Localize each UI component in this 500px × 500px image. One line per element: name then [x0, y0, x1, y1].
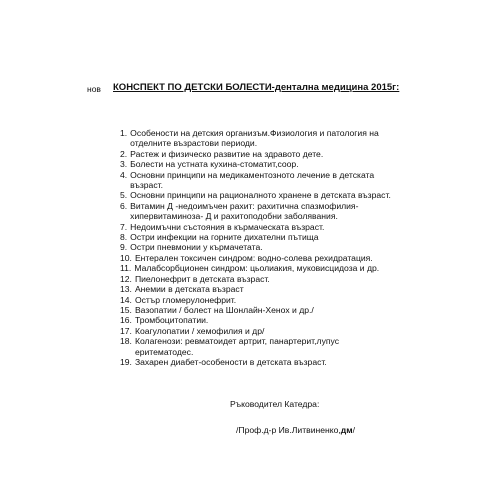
- signature-degree: дм: [340, 425, 353, 435]
- item-number: 19.: [120, 356, 132, 367]
- item-text: Малабсорбционен синдром: цьолиакия, муковисцидоза и др.: [134, 263, 380, 274]
- list-item: [120, 253, 392, 263]
- item-number: 5.: [120, 190, 128, 201]
- topic-list: [120, 128, 392, 367]
- item-text: Колагенози: ревматоидет артрит, панартерит,лупус еритематодес.: [134, 336, 340, 357]
- signature-name-suffix: /: [352, 425, 355, 435]
- item-text: Пиелонефрит в детската възраст.: [134, 273, 270, 284]
- list-item: [120, 190, 392, 200]
- item-text: Тромбоцитопатии.: [134, 315, 209, 326]
- list-item: [120, 274, 392, 284]
- list-item: [120, 357, 392, 367]
- item-text: Вазопатии / болест на Шонлайн-Хенох и др./: [134, 304, 314, 315]
- item-number: 15.: [120, 304, 132, 315]
- item-text: Недоимъчни състояния в кърмаческата възраст.: [130, 221, 325, 232]
- list-item: [120, 201, 392, 222]
- item-text: Болести на устната кухина-стоматит,соор.: [130, 159, 299, 170]
- list-item: [120, 128, 392, 149]
- item-number: 12.: [120, 273, 132, 284]
- list-item: [120, 263, 392, 273]
- signature-name: [236, 424, 355, 436]
- signature-role: Ръководител Катедра:: [230, 399, 320, 409]
- item-text: Витамин Д -недоимъчен рахит: рахитична спазмофилия- хипервитаминоза- Д и рахитоподобни заболявания.: [130, 200, 359, 222]
- item-text: Остър гломерулонефрит.: [134, 294, 237, 305]
- item-text: Растеж и физическо развитие на здравото дете.: [130, 148, 324, 159]
- item-text: Анемии в детската възраст: [134, 284, 244, 295]
- list-item: [120, 232, 392, 242]
- item-text: Остри пневмонии у кърмачетата.: [130, 242, 263, 253]
- list-item: [120, 305, 392, 315]
- signature-block: [230, 398, 355, 436]
- list-item: [120, 336, 392, 357]
- list-item: [120, 295, 392, 305]
- item-number: 1.: [120, 128, 128, 138]
- list-item: [120, 149, 392, 159]
- item-number: 14.: [120, 294, 132, 305]
- list-item: [120, 170, 392, 191]
- item-number: 11.: [120, 263, 132, 274]
- list-item: [120, 222, 392, 232]
- list-item: [120, 284, 392, 294]
- item-number: 7.: [120, 221, 128, 232]
- document-title: КОНСПЕКТ ПО ДЕТСКИ БОЛЕСТИ-дентална медицина 2015г:: [113, 82, 400, 93]
- item-number: 6.: [120, 200, 128, 211]
- item-number: 8.: [120, 232, 128, 243]
- item-number: 10.: [120, 252, 132, 263]
- item-text: Основни принципи на медикаментозното лечение в детската възраст.: [130, 169, 375, 191]
- item-number: 4.: [120, 169, 128, 180]
- item-number: 17.: [120, 325, 132, 336]
- list-item: [120, 242, 392, 252]
- signature-name-prefix: /Проф.д-р Ив.Литвиненко,: [236, 425, 341, 435]
- header-prefix: нов: [87, 84, 101, 94]
- item-number: 2.: [120, 148, 128, 159]
- item-text: Основни принципи на рационалното хранене в детската възраст.: [130, 190, 391, 201]
- list-item: [120, 315, 392, 325]
- item-text: Остри инфекции на горните дихателни пътища: [130, 232, 319, 243]
- item-number: 16.: [120, 315, 132, 326]
- list-item: [120, 326, 392, 336]
- list-item: [120, 159, 392, 169]
- item-number: 18.: [120, 336, 132, 347]
- item-text: Особености на детския организъм.Физиология и патология на отделните възрастови периоди.: [130, 128, 379, 149]
- item-number: 13.: [120, 284, 132, 295]
- item-text: Коагулопатии / хемофилия и др/: [134, 325, 265, 336]
- item-text: Захарен диабет-особености в детската възраст.: [134, 356, 327, 367]
- item-number: 9.: [120, 242, 128, 253]
- item-number: 3.: [120, 159, 128, 170]
- item-text: Ентерален токсичен синдром: водно-солева рехидратация.: [134, 252, 373, 263]
